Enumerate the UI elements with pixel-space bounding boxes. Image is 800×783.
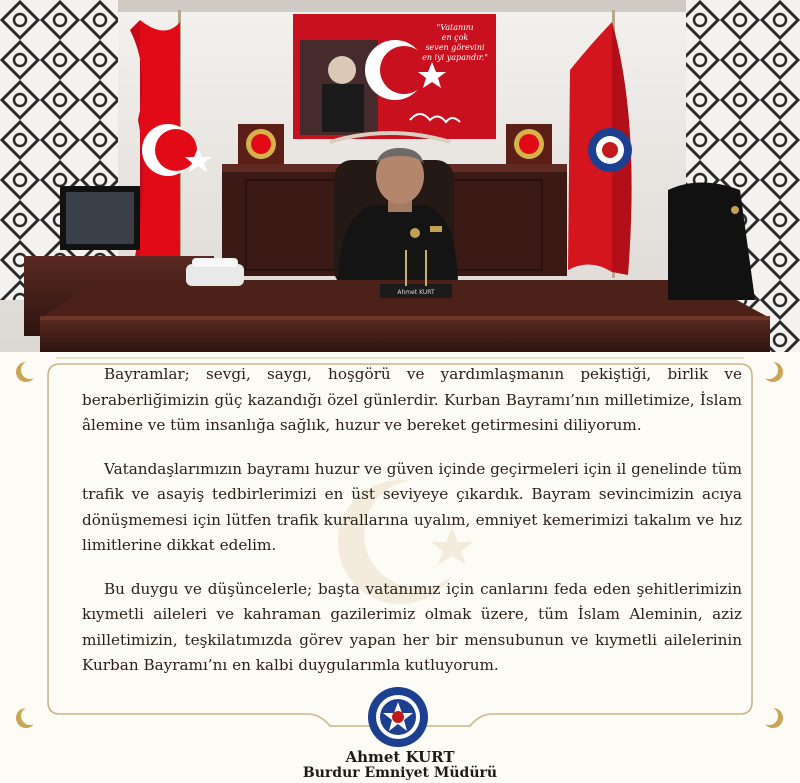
svg-text:en çok: en çok [441,33,469,42]
svg-text:"Vatanını: "Vatanını [436,23,474,32]
crescent-ornament-icon [760,707,783,728]
signature-title: Burdur Emniyet Müdürü [302,765,498,781]
crescent-ornament-icon [760,361,783,382]
crescent-ornament-icon [16,707,39,728]
message-paragraph-1: Bayramlar; sevgi, saygı, hoşgörü ve yardımlaşmanın pekiştiği, birlik ve beraberliğimizin güç kazandığı özel günlerdir. Kurban Bayramı’nın milletimize, İslam âlemine ve tüm insanlığa sağlık, huzur ve bereket getirmesini diliyorum. [82,365,742,434]
office-scene [0,0,800,352]
message-paragraph-3: Bu duygu ve düşüncelerle; başta vatanımız için canlarını feda eden şehitlerimizin kıymetli aileleri ve kahraman gazilerimiz olmak üzere, tüm İslam Aleminin, aziz milletimizin, teşkilatımızda görev yapan her bir mensubunun ve kıymetli ailelerinin Kurban Bayramı’nı en kalbi duygularımla kutluyorum. [82,579,742,674]
message-paragraph-2: Vatandaşlarımızın bayramı huzur ve güven içinde geçirmeleri için il genelinde tüm trafik ve asayiş tedbirlerimizi en üst seviyeye çıkardık. Bayram sevincimizin acıya dönüşmemesi için lütfen trafik kurallarına uyalım, emniyet kemerimizi takalım ve hız limitlerine dikkat edelim. [82,459,742,554]
message-card [0,352,800,783]
telephone [186,258,244,286]
svg-text:seven görevini: seven görevini [425,43,485,52]
bayram-message [82,362,742,697]
plaque-right [506,124,552,164]
lattice-panel-left [0,0,118,300]
plaque-left [238,124,284,164]
svg-text:Ahmet KURT: Ahmet KURT [397,289,435,296]
crescent-ornament-icon [16,361,39,382]
office-photo [0,0,800,352]
ataturk-poster [293,14,496,139]
svg-text:en iyi yapandır.": en iyi yapandır." [422,53,488,62]
police-seal-icon [367,686,429,748]
signature-name: Ahmet KURT [345,748,455,766]
